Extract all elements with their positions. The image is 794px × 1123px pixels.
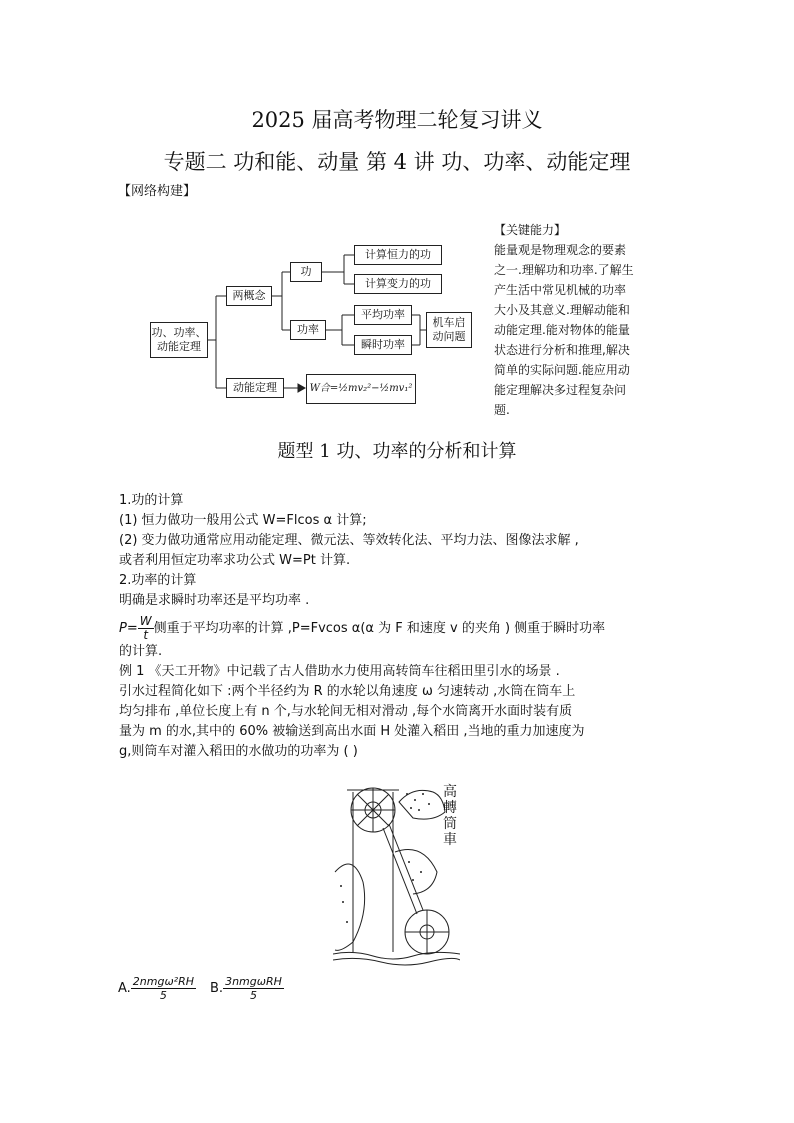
option-a-fraction [131,975,196,1002]
option-b-label: B. [210,981,224,996]
page-title: 2025 届高考物理二轮复习讲义 [251,108,543,132]
fraction-w-t [138,615,154,642]
key-ability-line: 状态进行分析和推理,解决 [494,343,630,357]
option-a-label: A. [118,981,131,996]
answer-options [118,975,284,1002]
formula-paragraph [119,615,679,642]
paragraph: 或者利用恒定功率求功公式 W=Pt 计算. [119,553,351,568]
diagram-const-force: 计算恒力的功 [354,245,442,265]
concept-diagram [148,240,488,410]
key-ability-line: 能量观是物理观念的要素 [494,243,627,257]
example-line: g,则筒车对灌入稻田的水做功的功率为 ( ) [119,744,358,759]
section-title: 题型 1 功、功率的分析和计算 [277,441,517,462]
waterwheel-illustration [333,782,460,968]
paragraph: 的计算. [119,644,163,659]
figure-caption: 高轉筒車 [443,784,457,848]
diagram-work: 功 [290,262,322,282]
page-subtitle: 专题二 功和能、动量 第 4 讲 功、功率、动能定理 [163,150,631,174]
content-body [119,491,679,762]
option-b-fraction [223,975,284,1002]
fraction-numerator: W [139,614,152,628]
example-line: 均匀排布 ,单位长度上有 n 个,与水轮间无相对滑动 ,每个水筒离开水面时装有质 [119,704,573,719]
formula-text: 侧重于平均功率的计算 ,P=Fvcos α(α 为 F 和速度 v 的夹角 ) 侧重于瞬时功率 [153,621,606,636]
paragraph: (1) 恒力做功一般用公式 W=Flcos α 计算; [119,513,367,528]
paragraph: 明确是求瞬时功率还是平均功率 . [119,593,310,608]
example-line: 例 1 《天工开物》中记载了古人借助水力使用高转筒车往稻田里引水的场景 . [119,664,560,679]
example-line: 引水过程简化如下 :两个半径约为 R 的水轮以角速度 ω 匀速转动 ,水筒在筒车上 [119,684,576,699]
key-ability-line: 简单的实际问题.能应用动 [494,363,630,377]
option-b-denominator: 5 [249,989,257,1002]
key-ability-line: 大小及其意义.理解动能和 [494,303,630,317]
option-b-numerator: 3nmgωRH [225,975,282,988]
key-ability [494,220,674,420]
formula-p-eq: P= [119,621,138,636]
key-ability-line: 产生活中常见机械的功率 [494,283,627,297]
example-line: 量为 m 的水,其中的 60% 被输送到高出水面 H 处灌入稻田 ,当地的重力加速度为 [119,724,585,739]
heading-power: 2.功率的计算 [119,573,197,588]
diagram-avg-power: 平均功率 [354,305,412,325]
diagram-var-force: 计算变力的功 [354,274,442,294]
fraction-denominator: t [143,628,149,642]
option-a-denominator: 5 [159,989,167,1002]
network-label: 【网络构建】 [118,184,197,199]
diagram-ke-theorem: 动能定理 [226,378,284,398]
option-a-numerator: 2nmgω²RH [132,975,195,988]
key-ability-label: 【关键能力】 [494,223,567,237]
key-ability-line: 题. [494,403,510,417]
diagram-power: 功率 [290,320,326,340]
diagram-two-concepts: 两概念 [226,286,272,306]
key-ability-line: 之一.理解功和功率.了解生 [494,263,634,277]
waterwheel-drawing [333,782,460,968]
diagram-root: 功、功率、动能定理 [150,322,208,358]
heading-work: 1.功的计算 [119,493,184,508]
diagram-inst-power: 瞬时功率 [354,335,412,355]
key-ability-line: 能定理解决多过程复杂问 [494,383,627,397]
diagram-engine: 机车启动问题 [426,312,472,348]
paragraph: (2) 变力做功通常应用动能定理、微元法、等效转化法、平均力法、图像法求解 , [119,533,579,548]
key-ability-line: 动能定理.能对物体的能量 [494,323,630,337]
diagram-formula: W合=½mv₂²−½mv₁² [306,374,416,404]
